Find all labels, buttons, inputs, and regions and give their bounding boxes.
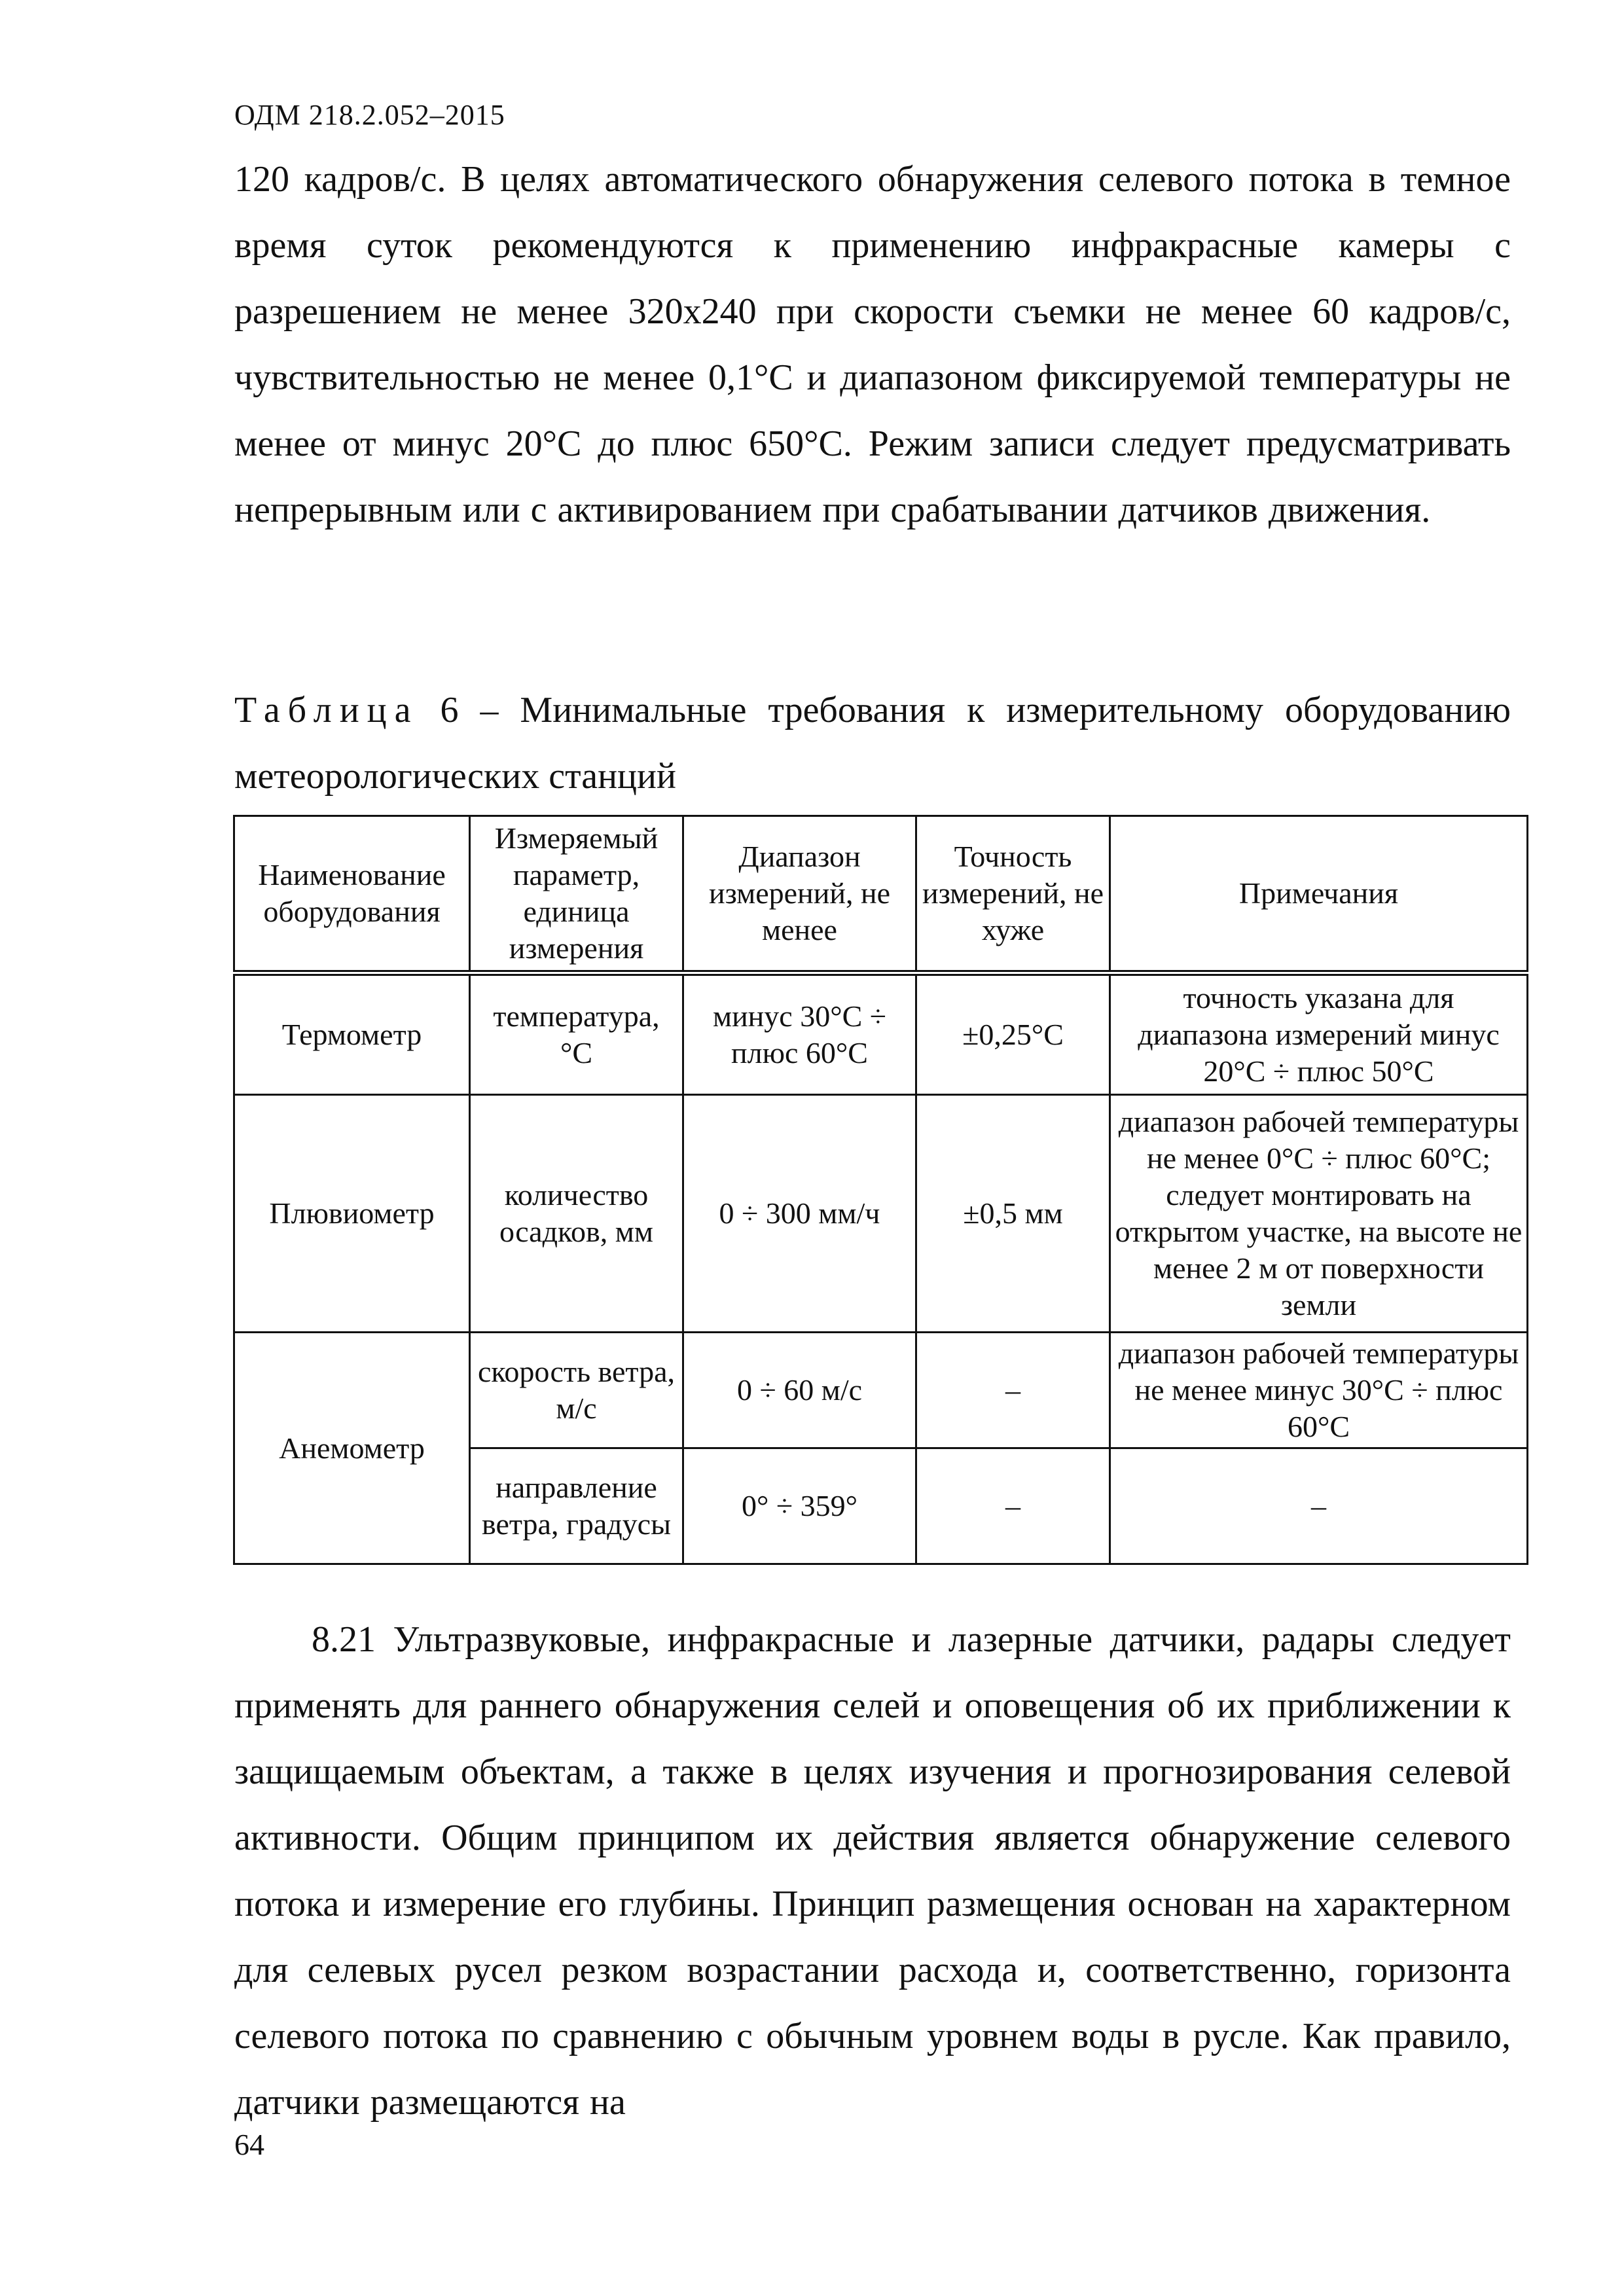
header-equipment: Наименование оборудования — [234, 816, 470, 973]
cell-notes: – — [1110, 1448, 1528, 1564]
cell-parameter: температура, °С — [470, 973, 683, 1095]
page-number: 64 — [234, 2128, 264, 2161]
table-caption-number: 6 — [440, 690, 459, 730]
cell-accuracy: – — [916, 1333, 1110, 1448]
cell-parameter: скорость ветра, м/с — [470, 1333, 683, 1448]
table-caption-label: Таблица — [234, 690, 419, 730]
cell-range: 0 ÷ 60 м/с — [683, 1333, 916, 1448]
header-notes: Примечания — [1110, 816, 1528, 973]
cell-notes: диапазон рабочей температуры не менее 0°С ÷ плюс 60°С; следует монтировать на открытом участке, на высоте не менее 2 м от поверхности земли — [1110, 1095, 1528, 1333]
cell-accuracy: ±0,25°С — [916, 973, 1110, 1095]
table-caption — [234, 677, 1511, 810]
cell-parameter: направление ветра, градусы — [470, 1448, 683, 1564]
cell-range: 0 ÷ 300 мм/ч — [683, 1095, 916, 1333]
cell-range: 0° ÷ 359° — [683, 1448, 916, 1564]
header-range: Диапазон измерений, не менее — [683, 816, 916, 973]
header-accuracy: Точность измерений, не хуже — [916, 816, 1110, 973]
cell-accuracy: – — [916, 1448, 1110, 1564]
table-row-pluviometer — [234, 1095, 1528, 1333]
paragraph-number: 8.21 — [312, 1619, 376, 1660]
table-row-anemometer-speed — [234, 1333, 1528, 1448]
paragraph-text: Ультразвуковые, инфракрасные и лазерные датчики, радары следует применять для раннего обнаружения селей и оповещения об их приближении к защищаемым объектам, а также в целях изучения и прогнозирования селевой активности. Общим принципом их действия является обнаружение селевого потока и измерение его глубины. Принцип размещения основан на характерном для селевых русел резком возрастании расхода и, соответственно, горизонта селевого потока по сравнению с обычным уровнем воды в русле. Как правило, датчики размещаются на — [234, 1619, 1511, 2123]
table-header-row — [234, 816, 1528, 973]
cell-equipment: Плювиометр — [234, 1095, 470, 1333]
cell-range: минус 30°С ÷ плюс 60°С — [683, 973, 916, 1095]
header-parameter: Измеряемый параметр, единица измерения — [470, 816, 683, 973]
paragraph-8-21 — [234, 1607, 1511, 2136]
table-caption-text: – Минимальные требования к измерительному оборудованию метеорологических станций — [234, 690, 1511, 797]
cell-parameter: количество осадков, мм — [470, 1095, 683, 1333]
cell-accuracy: ±0,5 мм — [916, 1095, 1110, 1333]
equipment-requirements-table — [233, 815, 1528, 1565]
paragraph-camera-requirements: 120 кадров/с. В целях автоматического обнаружения селевого потока в темное время суток рекомендуются к применению инфракрасные камеры с разрешением не менее 320х240 при скорости съемки не менее 60 кадров/с, чувствительностью не менее 0,1°С и диапазоном фиксируемой температуры не менее от минус 20°С до плюс 650°С. Режим записи следует предусматривать непрерывным или с активированием при срабатывании датчиков движения. — [234, 159, 1511, 530]
table-row-thermometer — [234, 973, 1528, 1095]
cell-equipment: Анемометр — [234, 1333, 470, 1564]
cell-equipment: Термометр — [234, 973, 470, 1095]
cell-notes: диапазон рабочей температуры не менее минус 30°С ÷ плюс 60°С — [1110, 1333, 1528, 1448]
document-code: ОДМ 218.2.052–2015 — [234, 99, 505, 131]
cell-notes: точность указана для диапазона измерений минус 20°С ÷ плюс 50°С — [1110, 973, 1528, 1095]
